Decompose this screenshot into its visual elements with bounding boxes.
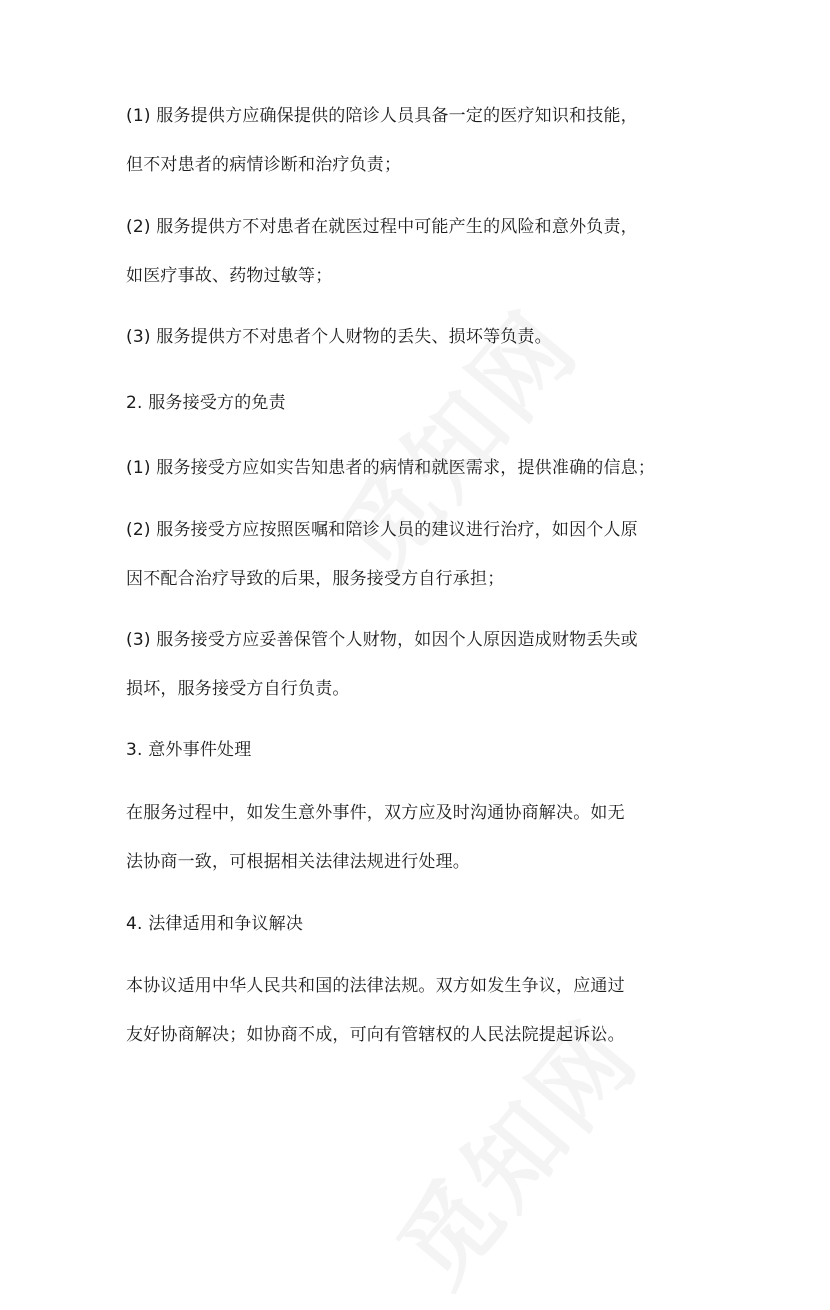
- text-line: (2) 服务提供方不对患者在就医过程中可能产生的风险和意外负责，: [126, 217, 638, 237]
- text-line: 但不对患者的病情诊断和治疗负责；: [126, 155, 402, 175]
- text-line: (2) 服务接受方应按照医嘱和陪诊人员的建议进行治疗，如因个人原: [126, 520, 638, 540]
- section-heading: 4. 法律适用和争议解决: [126, 914, 304, 934]
- section-heading: 2. 服务接受方的免责: [126, 393, 286, 413]
- text-line: 本协议适用中华人民共和国的法律法规。双方如发生争议，应通过: [126, 976, 625, 996]
- text-line: 法协商一致，可根据相关法律法规进行处理。: [126, 852, 470, 872]
- text-line: 在服务过程中，如发生意外事件，双方应及时沟通协商解决。如无: [126, 803, 625, 823]
- text-line: (3) 服务提供方不对患者个人财物的丢失、损坏等负责。: [126, 327, 552, 347]
- text-line: (3) 服务接受方应妥善保管个人财物，如因个人原因造成财物丢失或: [126, 630, 638, 650]
- text-line: (1) 服务接受方应如实告知患者的病情和就医需求，提供准确的信息；: [126, 458, 656, 478]
- text-line: 如医疗事故、药物过敏等；: [126, 266, 333, 286]
- text-line: (1) 服务提供方应确保提供的陪诊人员具备一定的医疗知识和技能，: [126, 106, 638, 126]
- text-line: 损坏，服务接受方自行负责。: [126, 679, 350, 699]
- text-line: 友好协商解决；如协商不成，可向有管辖权的人民法院提起诉讼。: [126, 1025, 625, 1045]
- section-heading: 3. 意外事件处理: [126, 740, 252, 760]
- text-line: 因不配合治疗导致的后果，服务接受方自行承担；: [126, 569, 505, 589]
